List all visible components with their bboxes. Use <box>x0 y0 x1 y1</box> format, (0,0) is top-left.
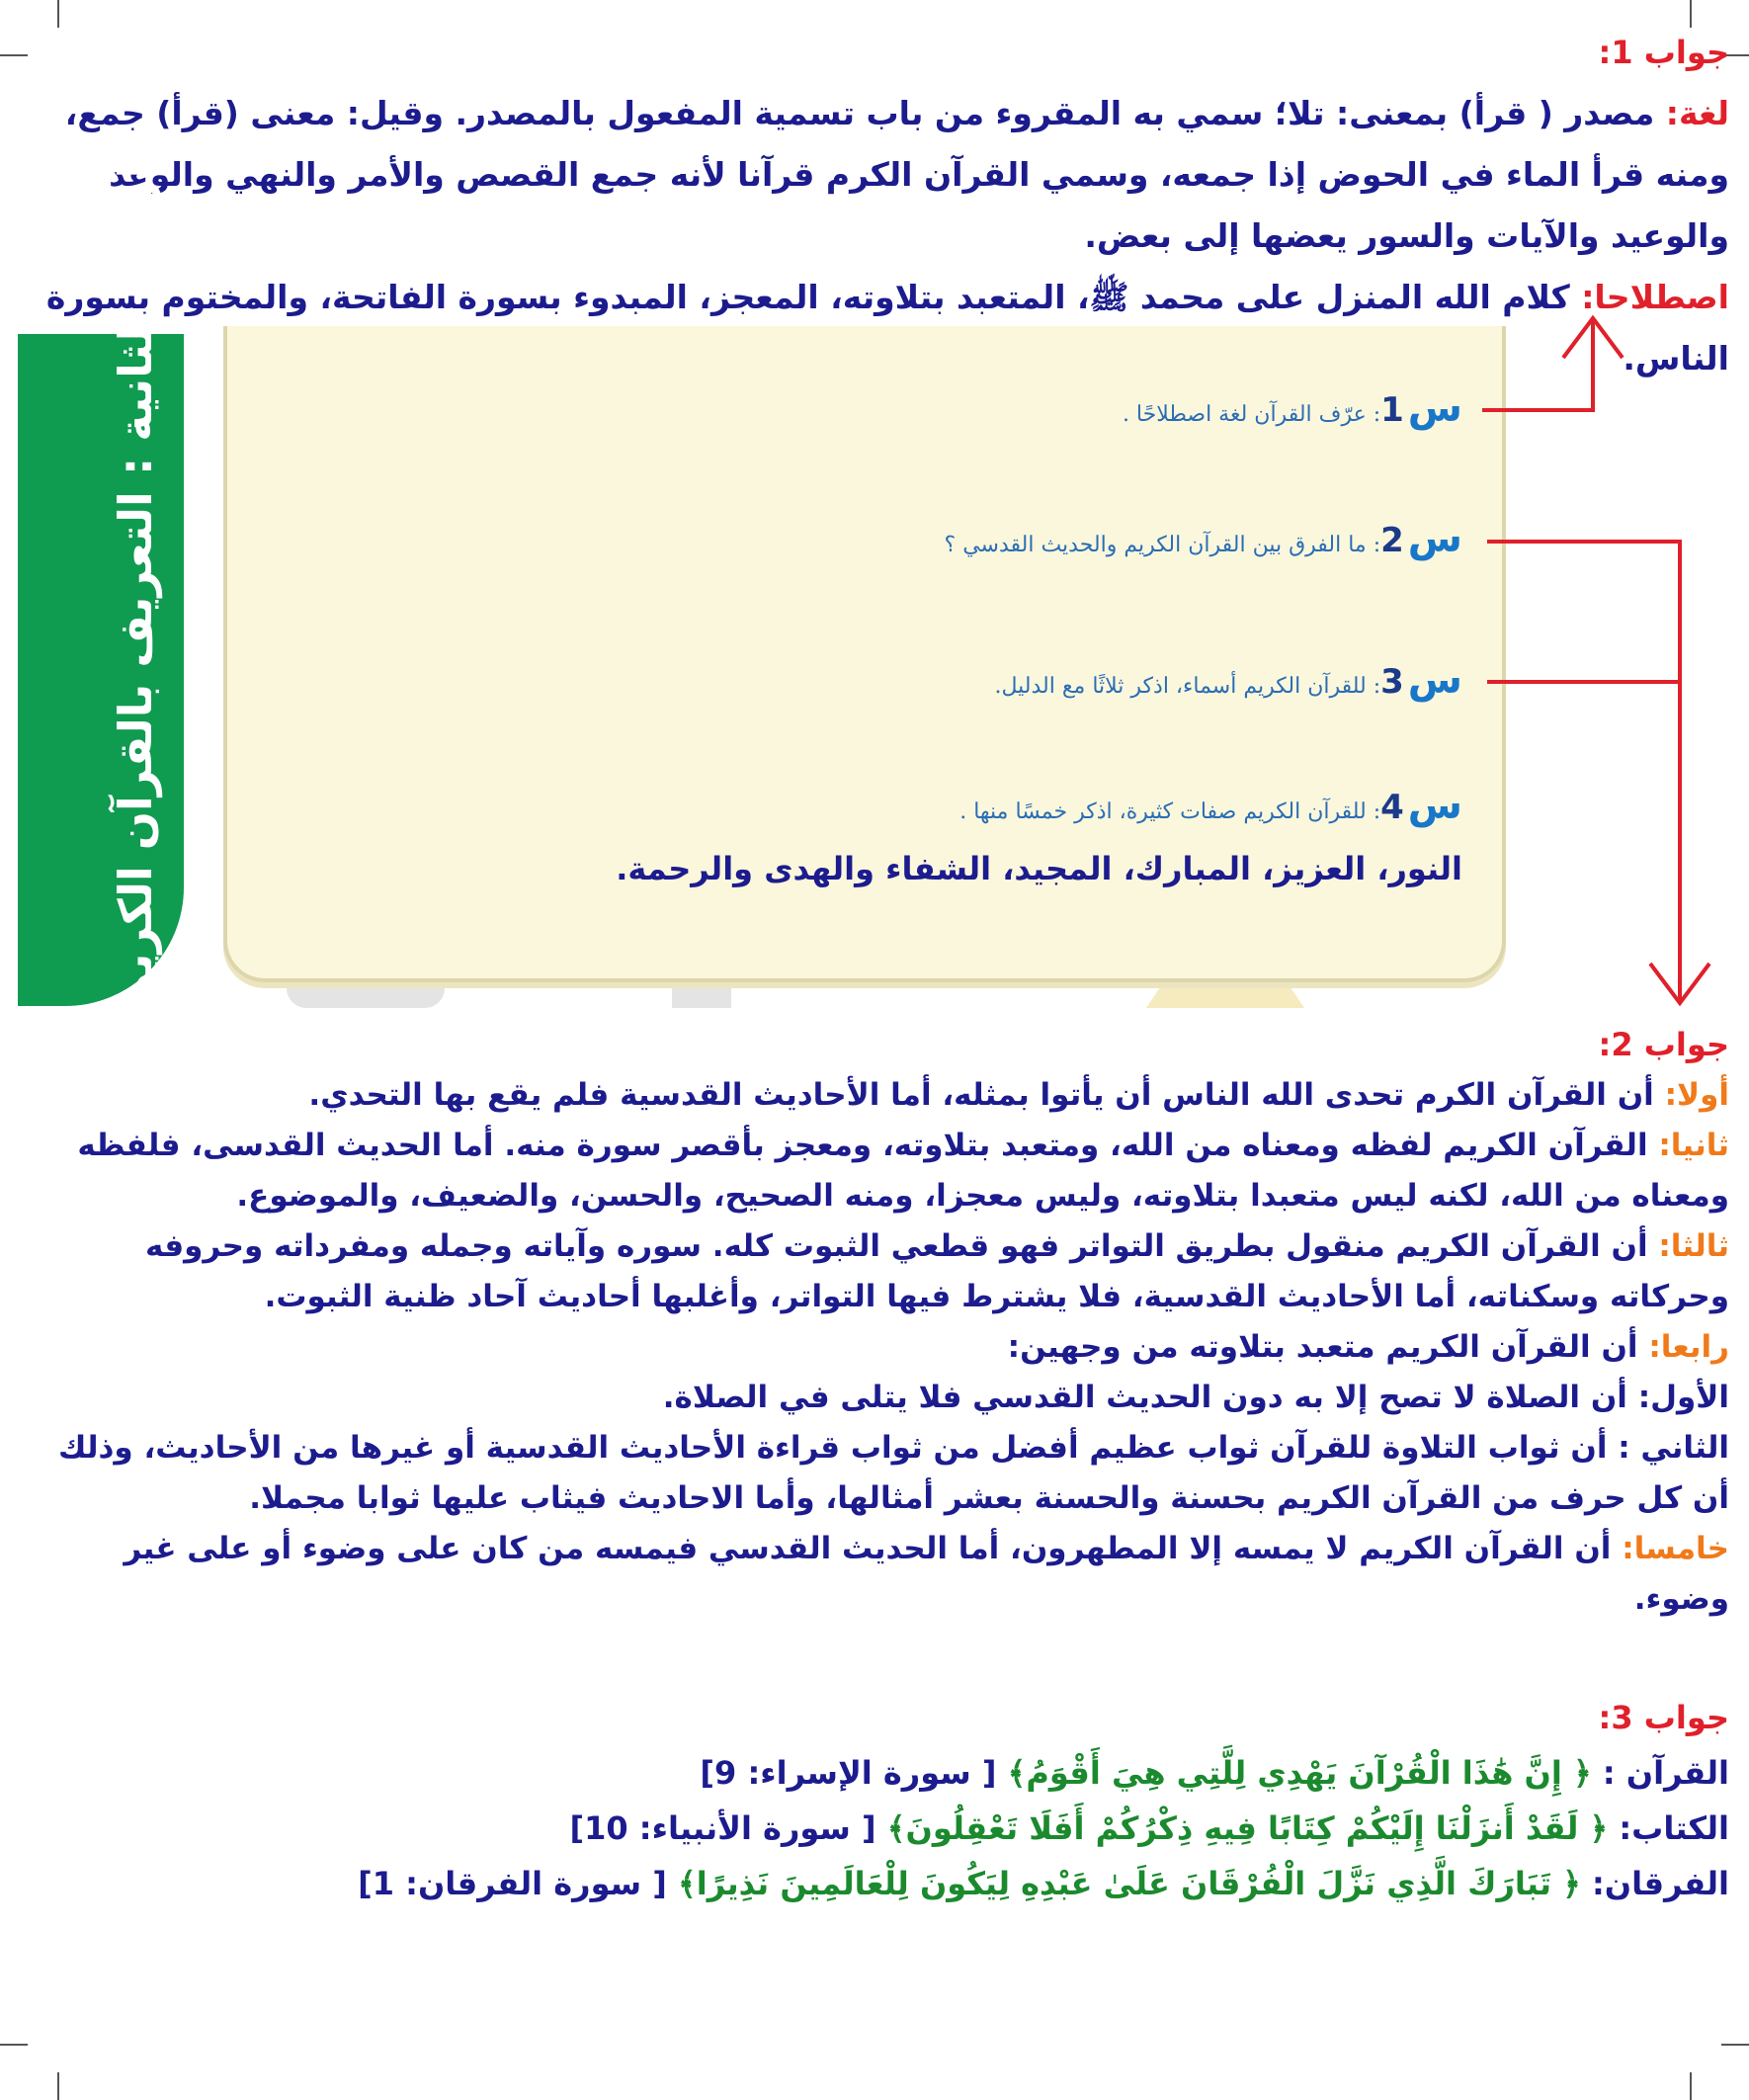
question-mark-icon: س <box>1407 657 1462 703</box>
name-label: الكتاب: <box>1608 1809 1729 1847</box>
istilah-text: كلام الله المنزل على محمد ﷺ، المتعبد بتلاوته، المعجز، المبدوء بسورة الفاتحة، والمختوم بسورة الناس. <box>45 278 1729 378</box>
name-label: الفرقان: <box>1580 1865 1729 1902</box>
question-text: : للقرآن الكريم أسماء، اذكر ثلاثًا مع الدليل. <box>994 674 1381 699</box>
answer-3-block <box>30 1690 1729 1911</box>
verse-text: ﴿ إِنَّ هَٰذَا الْقُرْآنَ يَهْدِي لِلَّتِي هِيَ أَقْوَمُ﴾ <box>1007 1754 1592 1792</box>
answer-2-point-1 <box>30 1070 1729 1121</box>
answer-2-point-5 <box>30 1524 1729 1625</box>
answer-3-line-3 <box>30 1856 1729 1911</box>
verse-reference: [ سورة الفرقان: 1] <box>358 1865 679 1902</box>
question-number: 3 <box>1380 662 1404 702</box>
istilah-label: اصطلاحا: <box>1581 278 1729 316</box>
question-number: 4 <box>1380 788 1404 827</box>
verse-reference: [ سورة الإسراء: 9] <box>700 1754 1008 1792</box>
lugha-label: لغة: <box>1665 94 1729 132</box>
question-mark-icon: س <box>1407 783 1462 828</box>
point-label: ثانيا: <box>1658 1128 1729 1163</box>
question-mark-icon: س <box>1407 516 1462 561</box>
arrow-q1-to-answer1 <box>1482 318 1593 410</box>
answer-2-block <box>30 1020 1729 1625</box>
answer-3-line-2 <box>30 1801 1729 1856</box>
answer-4-text: النور، العزيز، المبارك، المجيد، الشفاء والهدى والرحمة. <box>616 850 1462 887</box>
answer-3-line-1 <box>30 1745 1729 1801</box>
answer-2-point-3 <box>30 1221 1729 1322</box>
answer-1-title: جواب 1: <box>1598 34 1729 71</box>
question-text: : ما الفرق بين القرآن الكريم والحديث القدسي ؟ <box>944 533 1381 557</box>
point-label: خامسا: <box>1622 1531 1729 1566</box>
question-text: : للقرآن الكريم صفات كثيرة، اذكر خمسًا منها . <box>959 799 1381 824</box>
verse-text: ﴿ لَقَدْ أَنزَلْنَا إِلَيْكُمْ كِتَابًا فِيهِ ذِكْرُكُمْ أَفَلَا تَعْقِلُونَ﴾ <box>886 1809 1609 1847</box>
verse-reference: [ سورة الأنبياء: 10] <box>569 1809 887 1847</box>
point-label: رابعا: <box>1648 1329 1729 1365</box>
answer-3-title: جواب 3: <box>1598 1699 1729 1736</box>
point-text: أن القرآن الكريم منقول بطريق التواتر فهو قطعي الثبوت كله. سوره وآياته وجمله ومفرداته وحروفه وحركاته وسكناته، أما الأحاديث القدسية، فلا يشترط فيها التواتر، وأغلبها أحاديث آحاد ظنية الثبوت. <box>145 1228 1729 1314</box>
answer-2-point-2 <box>30 1121 1729 1221</box>
arrow-q2-to-answer2 <box>1487 542 1680 1003</box>
answer-2-point-4 <box>30 1322 1729 1373</box>
question-number: 1 <box>1380 390 1404 430</box>
answer-2-title: جواب 2: <box>1598 1026 1729 1063</box>
point-text: القرآن الكريم لفظه ومعناه من الله، ومتعبد بتلاوته، ومعجز بأقصر سورة منه. أما الحديث القدسى، فلفظه ومعناه من الله، لكنه ليس متعبدا بتلاوته، وليس معجزا، ومنه الصحيح، والحسن، والضعيف، والموضوع. <box>77 1128 1729 1214</box>
lugha-text: مصدر ( قرأ) بمعنى: تلا؛ سمي به المقروء من باب تسمية المفعول بالمصدر. وقيل: معنى (قرأ) جمع، ومنه قرأ الماء في الحوض إذا جمعه، وسمي القرآن الكرم قرآنا لأنه جمع القصص والأمر والنهي والوعد والوعيد والآيات والسور يعضها إلى بعض. <box>64 94 1729 255</box>
question-number: 2 <box>1380 521 1404 560</box>
point-text: أن القرآن الكريم متعبد بتلاوته من وجهين: <box>1007 1329 1649 1365</box>
point-label: أولا: <box>1664 1077 1729 1113</box>
point-label: ثالثا: <box>1658 1228 1729 1264</box>
answer-2-point-4b: الثاني : أن ثواب التلاوة للقرآن ثواب عظيم أفضل من ثواب قراءة الأحاديث القدسية أو غيرها من الأحاديث، وذلك أن كل حرف من القرآن الكريم بحسنة والحسنة بعشر أمثالها، وأما الاحاديث فيثاب عليها ثوابا مجملا. <box>57 1430 1729 1516</box>
question-mark-icon: س <box>1407 385 1462 431</box>
name-label: القرآن : <box>1591 1754 1729 1792</box>
answer-2-point-4a: الأول: أن الصلاة لا تصح إلا به دون الحديث القدسي فلا يتلى في الصلاة. <box>662 1380 1729 1415</box>
question-text: : عرّف القرآن لغة اصطلاحًا . <box>1122 402 1381 427</box>
unit-side-band-text: الوحدة الثانية : التعريف بالقرآن الكريم <box>109 146 162 1006</box>
point-text: أن القرآن الكريم لا يمسه إلا المطهرون، أما الحديث القدسي فيمسه من كان على وضوء أو على غير وضوء. <box>124 1531 1729 1617</box>
point-text: أن القرآن الكرم تحدى الله الناس أن يأتوا بمثله، أما الأحاديث القدسية فلم يقع بها التحدي. <box>308 1077 1665 1113</box>
verse-text: ﴿ تَبَارَكَ الَّذِي نَزَّلَ الْفُرْقَانَ عَلَىٰ عَبْدِهِ لِيَكُونَ لِلْعَالَمِينَ نَذِيرًا﴾ <box>678 1865 1581 1902</box>
